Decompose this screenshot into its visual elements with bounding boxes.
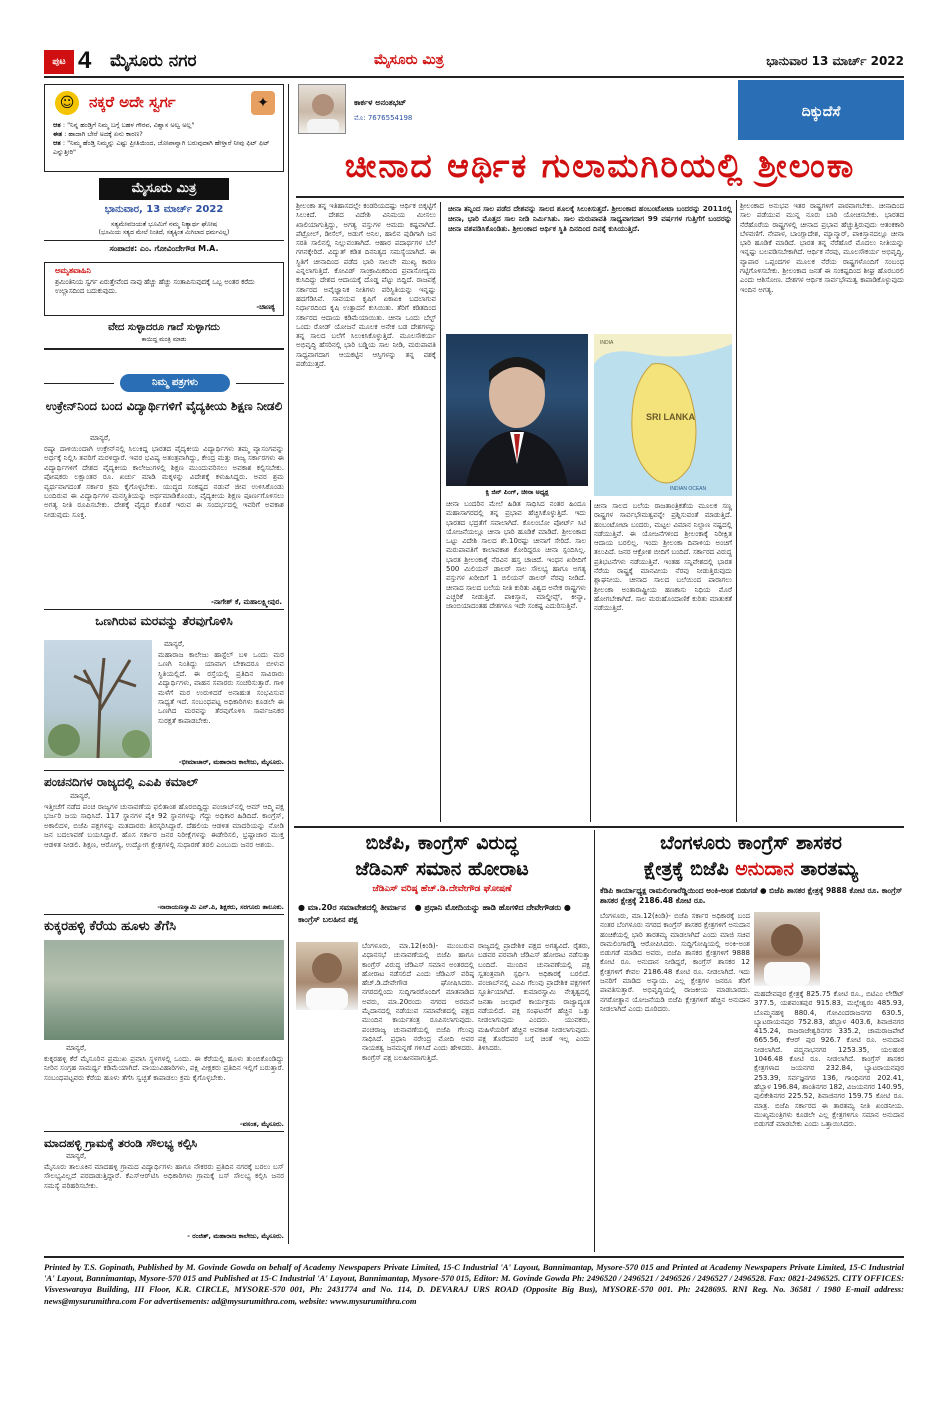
xi-photo	[446, 334, 588, 486]
headline-part: ಕ್ಷೇತ್ರಕ್ಕೆ ಬಿಜೆಪಿ	[643, 858, 736, 880]
letters-rule	[236, 383, 284, 384]
letter-headline: ಪಂಚನದಿಗಳ ರಾಜ್ಯದಲ್ಲಿ ಎಎಪಿ ಕಮಾಲ್	[44, 775, 199, 789]
blr-headline-2	[598, 856, 904, 882]
mini-masthead	[44, 174, 284, 258]
letter-headline: ಉಕ್ರೇನ್‌ನಿಂದ ಬಂದ ವಿದ್ಯಾರ್ಥಿಗಳಿಗೆ ವೈದ್ಯಕೀಯ ಶಿಕ್ಷಣ ನೀಡಲಿ	[45, 399, 283, 413]
article-col-1: ಶ್ರೀಲಂಕಾ ತನ್ನ ಇತಿಹಾಸದಲ್ಲೇ ಕಂಡರಿಯದಷ್ಟು ಆರ್ಥಿಕ ಬಿಕ್ಕಟ್ಟಿಗೆ ಸಿಲುಕಿದೆ. ದೇಶದ ವಿದೇಶಿ ವಿನಿಮಯ ಮೀಸಲು ಖಾಲಿಯಾಗುತ್ತಿದ್ದು, ಅಗತ್ಯ ವಸ್ತುಗಳ ಆಮದು ಕಷ್ಟವಾಗಿದೆ. ಪೆಟ್ರೋಲ್, ಡೀಸೆಲ್, ಅಡುಗೆ ಅನಿಲ, ಹಾಲಿನ ಪುಡಿಗಾಗಿ ಜನ ಸರತಿ ಸಾಲಿನಲ್ಲಿ ನಿಲ್ಲುವಂತಾಗಿದೆ. ಆಹಾರ ಪದಾರ್ಥಗಳ ಬೆಲೆ ಗಗನಕ್ಕೇರಿದೆ. ವಿದ್ಯುತ್ ಕಡಿತ ದಿನನಿತ್ಯದ ಸಮಸ್ಯೆಯಾಗಿದೆ. ಈ ಸ್ಥಿತಿಗೆ ಚೀನಾದಿಂದ ಪಡೆದ ಭಾರಿ ಸಾಲವೇ ಮುಖ್ಯ ಕಾರಣ ಎನ್ನಲಾಗುತ್ತಿದೆ. ಕೋವಿಡ್ ಸಾಂಕ್ರಾಮಿಕದಿಂದ ಪ್ರವಾಸೋದ್ಯಮ ಕುಸಿದಿದ್ದು ದೇಶದ ಆದಾಯಕ್ಕೆ ದೊಡ್ಡ ಪೆಟ್ಟು ಬಿದ್ದಿದೆ. ರಾಜಪಕ್ಸೆ ಸರ್ಕಾರದ ಅವೈಜ್ಞಾನಿಕ ನೀತಿಗಳು ಪರಿಸ್ಥಿತಿಯನ್ನು ಇನ್ನಷ್ಟು ಹದಗೆಡಿಸಿವೆ. ಸಾವಯವ ಕೃಷಿಗೆ ಏಕಾಏಕಿ ಬದಲಾಗುವ ನಿರ್ಧಾರದಿಂದ ಕೃಷಿ ಉತ್ಪಾದನೆ ಕುಸಿಯಿತು. ತೆರಿಗೆ ಕಡಿತದಿಂದ ಸರ್ಕಾರದ ಆದಾಯ ಕಡಿಮೆಯಾಯಿತು. ಚೀನಾ ಒಂದು ಬೆಲ್ಟ್ ಒಂದು ರೋಡ್ ಯೋಜನೆ ಮೂಲಕ ಅನೇಕ ಬಡ ದೇಶಗಳನ್ನು ತನ್ನ ಸಾಲದ ಬಲೆಗೆ ಸಿಲುಕಿಸಿಕೊಳ್ಳುತ್ತಿದೆ. ಮೂಲಸೌಕರ್ಯ ಅಭಿವೃದ್ಧಿ ಹೆಸರಿನಲ್ಲಿ ಭಾರಿ ಬಡ್ಡಿಯ ಸಾಲ ನೀಡಿ, ಮರುಪಾವತಿ ಸಾಧ್ಯವಾಗದಾಗ ಆಯಕಟ್ಟಿನ ಆಸ್ತಿಗಳನ್ನು ತನ್ನ ವಶಕ್ಕೆ ಪಡೆಯುತ್ತದೆ.	[296, 202, 436, 369]
map-country-label: SRI LANKA	[646, 412, 695, 422]
xi-caption: ಕ್ಸಿ ಜಿನ್ ಪಿಂಗ್, ಚೀನಾ ಅಧ್ಯಕ್ಷ	[485, 488, 549, 496]
dry-tree-icon	[44, 640, 152, 758]
letter-headline: ಒಣಗಿರುವ ಮರವನ್ನು ತೆರವುಗೊಳಿಸಿ	[95, 614, 233, 628]
nakkare-dialog	[53, 121, 279, 157]
main-headline: ಚೀನಾದ ಆರ್ಥಿಕ ಗುಲಾಮಗಿರಿಯಲ್ಲಿ ಶ್ರೀಲಂಕಾ	[344, 146, 856, 185]
blr-highlights: ಕೆಡಿಪಿ ಕಾರ್ಯಾಧ್ಯಕ್ಷ ರಾಮಲಿಂಗಾರೆಡ್ಡಿಯಿಂದ ಅಂಕಿ-ಅಂಶ ಬಿಡುಗಡೆ ● ಬಿಜೆಪಿ ಶಾಸಕರ ಕ್ಷೇತ್ರಕ್ಕೆ 9888 ಕೋಟಿ ರೂ. ಕಾಂಗ್ರೆಸ್ ಶಾಸಕರ ಕ್ಷೇತ್ರಕ್ಕೆ 2186.48 ಕೋಟಿ ರೂ.	[600, 886, 903, 905]
veda-box	[44, 320, 284, 350]
page-label: ಪುಟ	[44, 50, 74, 74]
letter-salutation: ಮಾನ್ಯರೆ,	[66, 1152, 87, 1160]
jds-headline-2: ಜೆಡಿಎಸ್ ಸಮಾನ ಹೋರಾಟ	[355, 858, 529, 880]
map-neighbor-label: INDIA	[600, 340, 614, 346]
bullet-item: ● ಕಾಂಗ್ರೆಸ್ ಬಲಹೀನ ಪಕ್ಷ	[298, 903, 571, 924]
col-divider	[736, 200, 737, 822]
letter-signature: -ನಾರಾಯಣಸ್ವಾಮಿ ಎನ್.ಪಿ, ಶಿಕ್ಷಕರು, ಸರಗೂರು ತಾಲೂಕು.	[157, 903, 284, 911]
column-title-box	[738, 80, 904, 140]
column-title: ದಿಕ್ಕುದೆಸೆ	[801, 104, 841, 120]
bullet-item: ● ಮಾ.20ರ ಸಮಾವೇಶದಲ್ಲಿ ತೀರ್ಮಾನ	[298, 903, 406, 912]
smiley-icon: ☺	[55, 91, 79, 115]
letter-headline: ಮಾದಹಳ್ಳಿ ಗ್ರಾಮಕ್ಕೆ ತರಂಡಿ ಸೌಲಭ್ಯ ಕಲ್ಪಿಸಿ	[44, 1136, 198, 1150]
deve-gowda-photo	[296, 942, 358, 1010]
editor-line: ಸಂಪಾದಕ: ಎಂ. ಗೋವಿಂದೇಗೌಡ M.A.	[44, 240, 284, 254]
veda-text: ವೇದ ಸುಳ್ಳಾದರೂ ಗಾದೆ ಸುಳ್ಳಾಗದು	[108, 322, 220, 333]
divider	[44, 914, 284, 915]
letter-body: ಮೈಸೂರು ತಾಲೂಕಿನ ಮಾದಹಳ್ಳಿ ಗ್ರಾಮದ ವಿದ್ಯಾರ್ಥಿಗಳು ಹಾಗೂ ನೌಕರರು ಪ್ರತಿದಿನ ನಗರಕ್ಕೆ ಬರಲು ಬಸ್ ಸೌಲಭ್ಯವಿಲ್ಲದೆ ಪರದಾಡುತ್ತಿದ್ದಾರೆ. ಕೆಎಸ್‌ಆರ್‌ಟಿಸಿ ಅಧಿಕಾರಿಗಳು ಗ್ರಾಮಕ್ಕೆ ಬಸ್ ಸೌಲಭ್ಯ ಕಲ್ಪಿಸಿ ಜನರ ಸಮಸ್ಯೆ ಪರಿಹರಿಸಬೇಕು.	[44, 1162, 284, 1190]
letter-body: ಮಹಾರಾಜ ಕಾಲೇಜು ಹಾಸ್ಟೆಲ್ ಬಳಿ ಒಂದು ಮರ ಒಣಗಿ ನಿಂತಿದ್ದು ಯಾವಾಗ ಬೇಕಾದರೂ ಬೀಳುವ ಸ್ಥಿತಿಯಲ್ಲಿದೆ. ಈ ರಸ್ತೆಯಲ್ಲಿ ಪ್ರತಿದಿನ ಸಾವಿರಾರು ವಿದ್ಯಾರ್ಥಿಗಳು, ವಾಹನ ಸವಾರರು ಸಂಚರಿಸುತ್ತಾರೆ. ಗಾಳಿ ಮಳೆಗೆ ಮರ ಉರುಳಿದರೆ ಅನಾಹುತ ಸಂಭವಿಸುವ ಸಾಧ್ಯತೆ ಇದೆ. ಸಂಬಂಧಪಟ್ಟ ಅಧಿಕಾರಿಗಳು ಕೂಡಲೇ ಈ ಒಣಗಿದ ಮರವನ್ನು ತೆರವುಗೊಳಿಸಿ ಸಾರ್ವಜನಿಕರ ಸುರಕ್ಷತೆ ಕಾಪಾಡಬೇಕು.	[158, 650, 284, 725]
divider	[44, 770, 284, 771]
letter-signature: -ವಸಂತ, ಮೈಸೂರು.	[239, 1120, 284, 1128]
letters-rule	[44, 383, 114, 384]
letter-body: ಕುಕ್ಕರಹಳ್ಳಿ ಕೆರೆ ಮೈಸೂರಿನ ಪ್ರಮುಖ ಪ್ರವಾಸಿ ಸ್ಥಳಗಳಲ್ಲಿ ಒಂದು. ಈ ಕೆರೆಯಲ್ಲಿ ಹೂಳು ತುಂಬಿಕೊಂಡಿದ್ದು ನೀರಿನ ಸಂಗ್ರಹ ಸಾಮರ್ಥ್ಯ ಕಡಿಮೆಯಾಗಿದೆ. ವಾಯುವಿಹಾರಿಗಳು, ಪಕ್ಷಿ ವೀಕ್ಷಕರು ಪ್ರತಿದಿನ ಇಲ್ಲಿಗೆ ಬರುತ್ತಾರೆ. ಸಂಬಂಧಪಟ್ಟವರು ಕೆರೆಯ ಹೂಳು ತೆಗೆಸಿ ಸ್ವಚ್ಛತೆ ಕಾಪಾಡಲು ಕ್ರಮ ಕೈಗೊಳ್ಳಬೇಕು.	[44, 1054, 284, 1082]
letter-signature: - ರಂಜಿತ್, ಮಹಾರಾಜ ಕಾಲೇಜು, ಮೈಸೂರು.	[187, 1232, 284, 1240]
jds-bullets	[298, 902, 588, 926]
ramalinga-reddy-photo	[754, 912, 820, 986]
col-divider	[590, 500, 591, 822]
lead-box: ಚೀನಾ ತನ್ನಿಂದ ಸಾಲ ಪಡೆದ ದೇಶವನ್ನು ಸಾಲದ ಶೂಲಕ್ಕೆ ಸಿಲುಕಿಸುತ್ತದೆ. ಶ್ರೀಲಂಕಾದ ಹಂಬಂಟೋಟಾ ಬಂದರನ್ನು 2011ರಲ್ಲಿ ಚೀನಾ, ಭಾರಿ ಮೊತ್ತದ ಸಾಲ ನೀಡಿ ನಿರ್ಮಿಸಿತು. ಸಾಲ ಮರುಪಾವತಿ ಸಾಧ್ಯವಾಗದಾಗ 99 ವರ್ಷಗಳ ಗುತ್ತಿಗೆಗೆ ಬಂದರನ್ನು ಚೀನಾ ವಶಪಡಿಸಿಕೊಂಡಿತು. ಶ್ರೀಲಂಕಾದ ಆರ್ಥಿಕ ಸ್ಥಿತಿ ದಿನದಿಂದ ದಿನಕ್ಕೆ ಕುಸಿಯುತ್ತಿದೆ.	[448, 204, 732, 233]
col-divider	[440, 202, 441, 822]
letter-body: ರಷ್ಯಾ ದಾಳಿಯಿಂದಾಗಿ ಉಕ್ರೇನ್‌ನಲ್ಲಿ ಸಿಲುಕಿದ್ದ ಭಾರತದ ವೈದ್ಯಕೀಯ ವಿದ್ಯಾರ್ಥಿಗಳು ತಮ್ಮ ವ್ಯಾಸಂಗವನ್ನು ಅರ್ಧಕ್ಕೆ ನಿಲ್ಲಿಸಿ ತವರಿಗೆ ಮರಳಿದ್ದಾರೆ. ಇವರ ಭವಿಷ್ಯ ಅತಂತ್ರವಾಗಿದ್ದು, ಕೇಂದ್ರ ಮತ್ತು ರಾಜ್ಯ ಸರ್ಕಾರಗಳು ಈ ವಿದ್ಯಾರ್ಥಿಗಳಿಗೆ ದೇಶದ ವೈದ್ಯಕೀಯ ಕಾಲೇಜುಗಳಲ್ಲಿ ಶಿಕ್ಷಣ ಮುಂದುವರಿಸಲು ಅವಕಾಶ ಕಲ್ಪಿಸಬೇಕು. ಪೋಷಕರು ಲಕ್ಷಾಂತರ ರೂ. ಖರ್ಚು ಮಾಡಿ ಮಕ್ಕಳನ್ನು ವಿದೇಶಕ್ಕೆ ಕಳುಹಿಸಿದ್ದರು. ಅವರ ಶ್ರಮ ವ್ಯರ್ಥವಾಗದಂತೆ ಸರ್ಕಾರ ಕ್ರಮ ಕೈಗೊಳ್ಳಬೇಕು. ಯುದ್ಧದ ಸಂಕಷ್ಟದ ನಡುವೆ ಜೀವ ಉಳಿಸಿಕೊಂಡು ಬಂದಿರುವ ಈ ವಿದ್ಯಾರ್ಥಿಗಳ ಮನಸ್ಥಿತಿಯನ್ನು ಅರ್ಥಮಾಡಿಕೊಂಡು, ವೈದ್ಯಕೀಯ ಶಿಕ್ಷಣ ಪೂರ್ಣಗೊಳಿಸಲು ಅಗತ್ಯ ನೀತಿ ರೂಪಿಸಬೇಕು. ದೇಶಕ್ಕೆ ವೈದ್ಯರ ಕೊರತೆ ಇರುವ ಈ ಸಂದರ್ಭದಲ್ಲಿ ಇವರಿಗೆ ಅವಕಾಶ ನೀಡುವುದು ಸೂಕ್ತ.	[44, 444, 284, 519]
author-phone: ಮೊ: 7676554198	[354, 114, 413, 122]
page-number: 4	[78, 47, 92, 74]
masthead-logo: ಮೈಸೂರು ಮಿತ್ರ	[374, 52, 444, 68]
map-icon	[594, 334, 732, 496]
author-name: ಕಾರ್ಕಳ ಅನಂತಭಟ್	[354, 98, 407, 107]
letter-body: ಇತ್ತೀಚೆಗೆ ನಡೆದ ಪಂಚ ರಾಜ್ಯಗಳ ಚುನಾವಣೆಯ ಫಲಿತಾಂಶ ಹೊರಬಿದ್ದಿದ್ದು ಪಂಜಾಬ್‌ನಲ್ಲಿ ಆಮ್ ಆದ್ಮಿ ಪಕ್ಷ ಭರ್ಜರಿ ಜಯ ಸಾಧಿಸಿದೆ. 117 ಸ್ಥಾನಗಳ ಪೈಕಿ 92 ಸ್ಥಾನಗಳನ್ನು ಗೆದ್ದು ಅಧಿಕಾರ ಹಿಡಿದಿದೆ. ಕಾಂಗ್ರೆಸ್, ಅಕಾಲಿದಳ, ಬಿಜೆಪಿ ಪಕ್ಷಗಳನ್ನು ಮತದಾರರು ತಿರಸ್ಕರಿಸಿದ್ದಾರೆ. ದೆಹಲಿಯ ಆಡಳಿತ ಮಾದರಿಯನ್ನು ನೋಡಿ ಜನ ಬದಲಾವಣೆ ಬಯಸಿದ್ದಾರೆ. ಹೊಸ ಸರ್ಕಾರ ಜನರ ನಿರೀಕ್ಷೆಗಳನ್ನು ಈಡೇರಿಸಲಿ, ಭ್ರಷ್ಟಾಚಾರ ಮುಕ್ತ ಆಡಳಿತ ನೀಡಲಿ. ಶಿಕ್ಷಣ, ಆರೋಗ್ಯ, ಉದ್ಯೋಗ ಕ್ಷೇತ್ರಗಳಲ್ಲಿ ಸುಧಾರಣೆ ತರಲಿ ಎಂಬುದು ಜನರ ಆಶಯ.	[44, 802, 284, 849]
dialog-line: ಆತ : "ನಿನ್ನ ಹಂಡ್ತಿಗೆ ನಿಮ್ಮ ಬಗ್ಗೆ ಬಹಳ ಗೌರವ, ವಿಶ್ವಾಸ ಅಲ್ವ ಅಲ್ಲ"	[53, 121, 195, 129]
letters-header: ನಿಮ್ಮ ಪತ್ರಗಳು	[120, 374, 230, 392]
footer-rule	[44, 1256, 904, 1258]
nakkare-title: ನಕ್ಕರೆ ಅದೇ ಸ್ವರ್ಗ	[89, 93, 176, 111]
portrait-icon	[446, 334, 588, 486]
article-col-3: ಚೀನಾ ಸಾಲದ ಬಲೆಯ ರಾಜತಾಂತ್ರಿಕತೆಯ ಮೂಲಕ ಸಣ್ಣ ರಾಷ್ಟ್ರಗಳ ಸಾರ್ವಭೌಮತ್ವವನ್ನೇ ಪ್ರಶ್ನಿಸುವಂತೆ ಮಾಡುತ್ತಿದೆ. ಹಂಬಂಟೋಟಾ ಬಂದರು, ಮಟ್ಟಲ ವಿಮಾನ ನಿಲ್ದಾಣ ನಷ್ಟದಲ್ಲಿ ನಡೆಯುತ್ತಿವೆ. ಈ ಯೋಜನೆಗಳಿಂದ ಶ್ರೀಲಂಕಾಕ್ಕೆ ನಿರೀಕ್ಷಿತ ಆದಾಯ ಬರಲಿಲ್ಲ. ಇಂದು ಶ್ರೀಲಂಕಾ ದಿವಾಳಿಯ ಅಂಚಿಗೆ ತಲುಪಿದೆ. ಜನರ ಆಕ್ರೋಶ ಬೀದಿಗೆ ಬಂದಿದೆ. ಸರ್ಕಾರದ ವಿರುದ್ಧ ಪ್ರತಿಭಟನೆಗಳು ನಡೆಯುತ್ತಿವೆ. ಇಂತಹ ಸನ್ನಿವೇಶದಲ್ಲಿ ಭಾರತ ನೆರೆಯ ರಾಷ್ಟ್ರಕ್ಕೆ ಮಾನವೀಯ ನೆರವು ನೀಡುತ್ತಿರುವುದು ಶ್ಲಾಘನೀಯ. ಚೀನಾದ ಸಾಲದ ಬಲೆಯಿಂದ ಪಾರಾಗಲು ಶ್ರೀಲಂಕಾ ಅಂತಾರಾಷ್ಟ್ರೀಯ ಹಣಕಾಸು ನಿಧಿಯ ಮೊರೆ ಹೋಗಬೇಕಾಗಿದೆ. ಸಾಲ ಮರುಹೊಂದಾಣಿಕೆ ಕುರಿತು ಮಾತುಕತೆ ನಡೆಯುತ್ತಿದೆ.	[594, 502, 732, 613]
jds-col-2: ರಾಜ್ಯದಲ್ಲಿ ಪ್ರಾದೇಶಿಕ ಪಕ್ಷದ ಅಗತ್ಯವಿದೆ. ರೈತರು, ಬಡವರ ಪರವಾಗಿ ಜೆಡಿಎಸ್ ಹೋರಾಟ ನಡೆಸುತ್ತಾ ಬಂದಿದೆ. ಮುಂದಿನ ಚುನಾವಣೆಯಲ್ಲಿ ಪಕ್ಷ ಸ್ವತಂತ್ರವಾಗಿ ಸ್ಪರ್ಧಿಸಿ ಅಧಿಕಾರಕ್ಕೆ ಬರಲಿದೆ. ಪಂಜಾಬ್‌ನಲ್ಲಿ ಎಎಪಿ ಗೆಲುವು ಪ್ರಾದೇಶಿಕ ಪಕ್ಷಗಳಿಗೆ ಸ್ಫೂರ್ತಿಯಾಗಿದೆ. ಕುಮಾರಸ್ವಾಮಿ ನೇತೃತ್ವದಲ್ಲಿ ಜನತಾ ಜಲಧಾರೆ ಕಾರ್ಯಕ್ರಮ ರಾಜ್ಯಾದ್ಯಂತ ನಡೆಯಲಿದೆ. ಪಕ್ಷ ಸಂಘಟನೆಗೆ ಹೆಚ್ಚಿನ ಒತ್ತು ನೀಡಲಾಗುವುದು ಎಂದರು. ಯುವಕರು, ಮಹಿಳೆಯರಿಗೆ ಹೆಚ್ಚಿನ ಅವಕಾಶ ನೀಡಲಾಗುವುದು. ಪಕ್ಷ ತೊರೆದವರ ಬಗ್ಗೆ ಚಿಂತೆ ಇಲ್ಲ ಎಂದು ತಿಳಿಸಿದರು.	[478, 942, 590, 1053]
headline-rule	[296, 196, 904, 198]
page-header	[44, 48, 904, 74]
article-col-2: ಚೀನಾ ಬಂದರಿನ ಮೇಲೆ ಹಿಡಿತ ಸಾಧಿಸಿದ ನಂತರ ಹಿಂದೂ ಮಹಾಸಾಗರದಲ್ಲಿ ತನ್ನ ಪ್ರಭಾವ ಹೆಚ್ಚಿಸಿಕೊಳ್ಳುತ್ತಿದೆ. ಇದು ಭಾರತದ ಭದ್ರತೆಗೆ ಸವಾಲಾಗಿದೆ. ಕೊಲಂಬೋ ಪೋರ್ಟ್ ಸಿಟಿ ಯೋಜನೆಯಲ್ಲೂ ಚೀನಾ ಭಾರಿ ಹೂಡಿಕೆ ಮಾಡಿದೆ. ಶ್ರೀಲಂಕಾದ ಒಟ್ಟು ವಿದೇಶಿ ಸಾಲದ ಶೇ.10ರಷ್ಟು ಚೀನಾಗೆ ಸೇರಿದೆ. ಸಾಲ ಮರುಪಾವತಿಗೆ ಕಾಲಾವಕಾಶ ಕೋರಿದ್ದರೂ ಚೀನಾ ಸ್ಪಂದಿಸಿಲ್ಲ. ಭಾರತ ಶ್ರೀಲಂಕಾಕ್ಕೆ ನೆರವಿನ ಹಸ್ತ ಚಾಚಿದೆ. ಇಂಧನ ಖರೀದಿಗೆ 500 ಮಿಲಿಯನ್ ಡಾಲರ್ ಸಾಲ ಸೌಲಭ್ಯ ಹಾಗೂ ಅಗತ್ಯ ವಸ್ತುಗಳ ಖರೀದಿಗೆ 1 ಬಿಲಿಯನ್ ಡಾಲರ್ ನೆರವು ನೀಡಿದೆ. ಚೀನಾದ ಸಾಲದ ಬಲೆಯ ನೀತಿ ಕುರಿತು ವಿಶ್ವದ ಅನೇಕ ರಾಷ್ಟ್ರಗಳು ಎಚ್ಚರಿಕೆ ನೀಡುತ್ತಿವೆ. ಪಾಕಿಸ್ತಾನ, ಮಾಲ್ಡೀವ್ಸ್, ಕೀನ್ಯಾ, ಜಾಂಬಿಯಾದಂತಹ ದೇಶಗಳೂ ಇದೇ ಸಂಕಷ್ಟ ಎದುರಿಸುತ್ತಿವೆ.	[446, 500, 586, 611]
mini-date: ಭಾನುವಾರ, 13 ಮಾರ್ಚ್ 2022	[104, 204, 224, 215]
nakkare-box	[44, 84, 284, 172]
jds-headline-1: ಬಿಜೆಪಿ, ಕಾಂಗ್ರೆಸ್ ವಿರುದ್ಧ	[365, 832, 519, 854]
col-divider	[594, 830, 595, 1252]
header-date: ಭಾನುವಾರ 13 ಮಾರ್ಚ್ 2022	[766, 54, 904, 68]
mini-subline: (ಭೂಮಿಯ ಸತ್ಯದ ಮೇಲೆ ನಿಂತಿದೆ, ಸತ್ಯಕ್ಕಿಂತ ಮಿಗಿಲಾದ ಧರ್ಮವಿಲ್ಲ)	[98, 229, 230, 236]
author-portrait-icon	[299, 85, 346, 134]
lake-photo	[44, 940, 284, 1040]
letter-salutation: ಮಾನ್ಯರೆ,	[90, 434, 111, 442]
divider	[44, 1131, 284, 1132]
amrutavani-author: -ಚಾಣಕ್ಯ	[256, 303, 275, 311]
amrutavani-title: ಅಮೃತವಾಹಿನಿ	[55, 266, 91, 275]
blr-col-2: ಮಹದೇವಪುರ ಕ್ಷೇತ್ರಕ್ಕೆ 825.75 ಕೋಟಿ ರೂ., ಬಿಟಿಎಂ ಲೇಔಟ್ 377.5, ಯಶವಂತಪುರ 915.83, ಮಲ್ಲೇಶ್ವರಂ 485.93, ಬೊಮ್ಮನಹಳ್ಳಿ 880.4, ಗೋವಿಂದರಾಜನಗರ 630.5, ಬ್ಯಾಟರಾಯನಪುರ 752.83, ಹೆಬ್ಬಾಳ 403.6, ಶಿವಾಜಿನಗರ 415.24, ರಾಜರಾಜೇಶ್ವರಿನಗರ 335.2, ಚಾಮರಾಜಪೇಟೆ 665.56, ಕೆಆರ್ ಪುರ 926.7 ಕೋಟಿ ರೂ. ಅನುದಾನ ನೀಡಲಾಗಿದೆ. ಪದ್ಮನಾಭನಗರ 1253.35, ಯಲಹಂಕ 1046.48 ಕೋಟಿ ರೂ. ನೀಡಲಾಗಿದೆ. ಕಾಂಗ್ರೆಸ್ ಶಾಸಕರ ಕ್ಷೇತ್ರಗಳಾದ ಜಯನಗರ 232.84, ಬ್ಯಾಟರಾಯನಪುರ 253.39, ಸರ್ವಜ್ಞನಗರ 136, ಗಾಂಧಿನಗರ 202.41, ಹೆಬ್ಬಾಳ 196.84, ಶಾಂತಿನಗರ 182, ವಿಜಯನಗರ 140.95, ಪುಲಿಕೇಶಿನಗರ 225.52, ಶಿವಾಜಿನಗರ 159.75 ಕೋಟಿ ರೂ. ಮಾತ್ರ. ಬಿಜೆಪಿ ಸರ್ಕಾರದ ಈ ತಾರತಮ್ಯ ನೀತಿ ಖಂಡನೀಯ. ಮುಖ್ಯಮಂತ್ರಿಗಳು ಕೂಡಲೇ ಎಲ್ಲ ಕ್ಷೇತ್ರಗಳಿಗೂ ಸಮಾನ ಅನುದಾನ ಬಿಡುಗಡೆ ಮಾಡಬೇಕು ಎಂದು ಒತ್ತಾಯಿಸಿದರು.	[754, 990, 904, 1129]
headline-part: ತಾರತಮ್ಯ	[793, 858, 859, 880]
cartoon-icon: ✦	[251, 91, 275, 115]
header-rule	[44, 76, 904, 78]
blr-col-1: ಬೆಂಗಳೂರು, ಮಾ.12(ಕಿಂಡಿ)- ಬಿಜೆಪಿ ಸರ್ಕಾರ ಅಧಿಕಾರಕ್ಕೆ ಬಂದ ನಂತರ ಬೆಂಗಳೂರು ನಗರದ ಕಾಂಗ್ರೆಸ್ ಶಾಸಕರ ಕ್ಷೇತ್ರಗಳಿಗೆ ಅನುದಾನ ಹಂಚಿಕೆಯಲ್ಲಿ ಭಾರಿ ತಾರತಮ್ಯ ಮಾಡಲಾಗಿದೆ ಎಂದು ಮಾಜಿ ಸಚಿವ ರಾಮಲಿಂಗಾರೆಡ್ಡಿ ಆರೋಪಿಸಿದರು. ಸುದ್ದಿಗೋಷ್ಠಿಯಲ್ಲಿ ಅಂಕಿ-ಅಂಶ ಬಿಡುಗಡೆ ಮಾಡಿದ ಅವರು, ಬಿಜೆಪಿ ಶಾಸಕರ ಕ್ಷೇತ್ರಗಳಿಗೆ 9888 ಕೋಟಿ ರೂ. ಅನುದಾನ ನೀಡಿದ್ದರೆ, ಕಾಂಗ್ರೆಸ್ ಶಾಸಕರ 12 ಕ್ಷೇತ್ರಗಳಿಗೆ ಕೇವಲ 2186.48 ಕೋಟಿ ರೂ. ನೀಡಲಾಗಿದೆ. ಇದು ಜನರಿಗೆ ಮಾಡಿದ ಅನ್ಯಾಯ. ಎಲ್ಲ ಕ್ಷೇತ್ರಗಳ ಜನರೂ ತೆರಿಗೆ ಪಾವತಿಸುತ್ತಾರೆ. ಅಭಿವೃದ್ಧಿಯಲ್ಲಿ ರಾಜಕೀಯ ಮಾಡಬಾರದು. ನಗರೋತ್ಥಾನ ಯೋಜನೆಯಡಿ ಬಿಜೆಪಿ ಕ್ಷೇತ್ರಗಳಿಗೆ ಹೆಚ್ಚಿನ ಅನುದಾನ ನೀಡಲಾಗಿದೆ ಎಂದು ದೂರಿದರು.	[600, 912, 750, 1013]
letter-signature: -ಭೀಮಾಚಾರ್, ಮಹಾರಾಜ ಕಾಲೇಜು, ಮೈಸೂರು.	[178, 758, 284, 766]
map-sea-label: INDIAN OCEAN	[670, 486, 707, 492]
author-photo	[298, 84, 346, 134]
column-divider	[288, 84, 289, 1244]
dialog-line: ಈತ : ಹಾದಾಗಿ ಬೇರೆ ಅದಕ್ಕೆ ಏನು ಕಾರಣ?	[53, 130, 143, 138]
divider	[44, 609, 284, 610]
article-col-4: ಶ್ರೀಲಂಕಾದ ಅನುಭವ ಇತರ ರಾಷ್ಟ್ರಗಳಿಗೆ ಪಾಠವಾಗಬೇಕು. ಚೀನಾದಿಂದ ಸಾಲ ಪಡೆಯುವ ಮುನ್ನ ನೂರು ಬಾರಿ ಯೋಚಿಸಬೇಕು. ಭಾರತದ ನೆರೆಹೊರೆಯ ರಾಷ್ಟ್ರಗಳಲ್ಲಿ ಚೀನಾದ ಪ್ರಭಾವ ಹೆಚ್ಚುತ್ತಿರುವುದು ಆತಂಕಕಾರಿ ಬೆಳವಣಿಗೆ. ನೇಪಾಳ, ಬಾಂಗ್ಲಾದೇಶ, ಮ್ಯಾನ್ಮಾರ್, ಪಾಕಿಸ್ತಾನದಲ್ಲೂ ಚೀನಾ ಭಾರಿ ಹೂಡಿಕೆ ಮಾಡಿದೆ. ಭಾರತ ತನ್ನ ನೆರೆಹೊರೆ ಮೊದಲು ನೀತಿಯನ್ನು ಇನ್ನಷ್ಟು ಬಲಪಡಿಸಬೇಕಾಗಿದೆ. ಆರ್ಥಿಕ ನೆರವು, ಮೂಲಸೌಕರ್ಯ ಅಭಿವೃದ್ಧಿ, ವ್ಯಾಪಾರ ಒಪ್ಪಂದಗಳ ಮೂಲಕ ನೆರೆಯ ರಾಷ್ಟ್ರಗಳೊಂದಿಗೆ ಸಂಬಂಧ ಗಟ್ಟಿಗೊಳಿಸಬೇಕು. ಶ್ರೀಲಂಕಾದ ಜನತೆ ಈ ಸಂಕಷ್ಟದಿಂದ ಶೀಘ್ರ ಹೊರಬರಲಿ ಎಂದು ಆಶಿಸೋಣ. ದೇಶಗಳ ಆರ್ಥಿಕ ಸಾರ್ವಭೌಮತ್ವ ಕಾಪಾಡಿಕೊಳ್ಳುವುದು ಇಂದಿನ ಅಗತ್ಯ.	[740, 202, 904, 294]
letter-salutation: ಮಾನ್ಯರೆ,	[66, 1044, 87, 1052]
imprint: Printed by T.S. Gopinath, Published by M. Govinde Gowda on behalf of Academy Newspapers Private Limited, 15-C Industrial 'A' Layout, Bannimantap, Mysore-570 015 and Printed at Academy Newspapers Private Limited, 15-C Industrial 'A' Layout, Bannimantap, Mysore-570 015 and Published at 15-C Industrial 'A' Layout, Bannimantap, Mysore-570 015, Editor: M. Govinde Gowda Ph: 2496520 / 2496521 / 2496526 / 2496527 / 2496528. Fax: 0821-2496525. CITY OFFICES: Visveswaraya Building, III Floor, K.R. CIRCLE, MYSORE-570 001, Ph: 2431774 and No. 114, D. DEVARAJ URS ROAD (Opposite Big Bus), MYSORE-570 001. Ph: 2428695. RNI Reg. No. 36581 / 1980 E-mail address: news@mysurumithra.com For advertisements: ad@mysurumithra.com, website: www.mysurumithra.com	[44, 1262, 904, 1306]
headline-highlight: ಅನುದಾನ	[735, 858, 794, 880]
section-title: ಮೈಸೂರು ನಗರ	[110, 51, 197, 71]
letter-signature: -ನಾಗೇಶ್ ಕೆ, ಮಹಾಲಕ್ಷ್ಮೀಪುರ.	[211, 598, 282, 606]
letter-salutation: ಮಾನ್ಯರೆ,	[164, 640, 185, 648]
amrutavani-box	[44, 262, 284, 316]
dialog-line: ಆತ : "ನಿಮ್ಮ ಹೆಂಡ್ತಿ ನಿಮ್ಮನ್ನು ಎಷ್ಟು ಪ್ರೀತಿಯಿಂದ, ಜೋಪಾನ್ವಾಗಿ ಬರುವುದಾಗಿ ಹೇಳ್ತಾರೆ ನೀವು ಫಿಟ್ ಫಿಟ್ ಎನ್ನುತ್ತೀರಿ"	[53, 139, 270, 156]
sri-lanka-map	[594, 334, 732, 496]
mini-logo: ಮೈಸೂರು ಮಿತ್ರ	[99, 178, 229, 200]
letter-headline: ಕುಕ್ಕರಹಳ್ಳಿ ಕೆರೆಯ ಹೂಳು ತೆಗೆಸಿ	[44, 919, 177, 934]
mini-tagline: ಸತ್ಯಮೇವಜಯತೆ ಭೂಮಿಗೆ ನಮ್ಮ ನಿತ್ಯಾರ್ಥ ಘೋಷ	[110, 220, 218, 228]
letter-salutation: ಮಾನ್ಯರೆ,	[70, 792, 91, 800]
blr-headline-1: ಬೆಂಗಳೂರು ಕಾಂಗ್ರೆಸ್ ಶಾಸಕರ	[660, 832, 842, 854]
amrutavani-text: ಶ್ರಮಿಂತಿನಿಯ ಸ್ವರ್ಗ ಏರುತ್ತೇವೆಂದ ನಾವು ಹೆಚ್ಚು ಹೆಚ್ಚು ಸಂತಾಪಿಸುವುದಕ್ಕೆ ಒಬ್ಬ ಅಂತರ ಕರೆದು ಉಲ್ಲಾಸದಿಂದ ಬದುಕುವುದು.	[55, 278, 255, 295]
portrait-icon	[754, 912, 820, 986]
veda-sub: ಕಾಯಿದ್ದ ಮಂತ್ರಿ ಮಾಡು	[141, 336, 187, 343]
section-rule	[294, 826, 904, 828]
jds-col-1: ಬೆಂಗಳೂರು, ಮಾ.12(ಕಿಂಡಿ)- ಮುಂಬರುವ ವಿಧಾನಸಭೆ ಚುನಾವಣೆಯಲ್ಲಿ ಬಿಜೆಪಿ ಹಾಗೂ ಕಾಂಗ್ರೆಸ್ ವಿರುದ್ಧ ಜೆಡಿಎಸ್ ಸಮಾನ ಅಂತರದಲ್ಲಿ ಹೋರಾಟ ನಡೆಸಲಿದೆ ಎಂದು ಜೆಡಿಎಸ್ ವರಿಷ್ಠ ಹೆಚ್.ಡಿ.ದೇವೇಗೌಡ ಘೋಷಿಸಿದರು. ನಗರದಲ್ಲಿಂದು ಸುದ್ದಿಗಾರರೊಂದಿಗೆ ಮಾತನಾಡಿದ ಅವರು, ಮಾ.20ರಂದು ನಗರದ ಅರಮನೆ ಮೈದಾನದಲ್ಲಿ ನಡೆಯುವ ಸಮಾವೇಶದಲ್ಲಿ ಪಕ್ಷದ ಮುಂದಿನ ಕಾರ್ಯತಂತ್ರ ರೂಪಿಸಲಾಗುವುದು. ಪಂಚರಾಜ್ಯ ಚುನಾವಣೆಯಲ್ಲಿ ಬಿಜೆಪಿ ಗೆಲುವು ಸಾಧಿಸಿದೆ. ಪ್ರಧಾನಿ ನರೇಂದ್ರ ಮೋದಿ ಅವರ ನಾಯಕತ್ವ ಜನಮನ್ನಣೆ ಗಳಿಸಿದೆ ಎಂದು ಹೇಳಿದರು. ಕಾಂಗ್ರೆಸ್ ಪಕ್ಷ ಬಲಹೀನವಾಗುತ್ತಿದೆ.	[362, 942, 474, 1062]
bullet-item: ● ಪ್ರಧಾನಿ ಮೋದಿಯನ್ನು ಹಾಡಿ ಹೊಗಳಿದ ದೇವೇಗೌಡರು	[414, 903, 562, 912]
portrait-icon	[296, 942, 358, 1010]
tree-photo	[44, 640, 152, 758]
jds-subhead: ಜೆಡಿಎಸ್ ವರಿಷ್ಠ ಹೆಚ್.ಡಿ.ದೇವೇಗೌಡ ಘೋಷಣೆ	[372, 884, 512, 894]
